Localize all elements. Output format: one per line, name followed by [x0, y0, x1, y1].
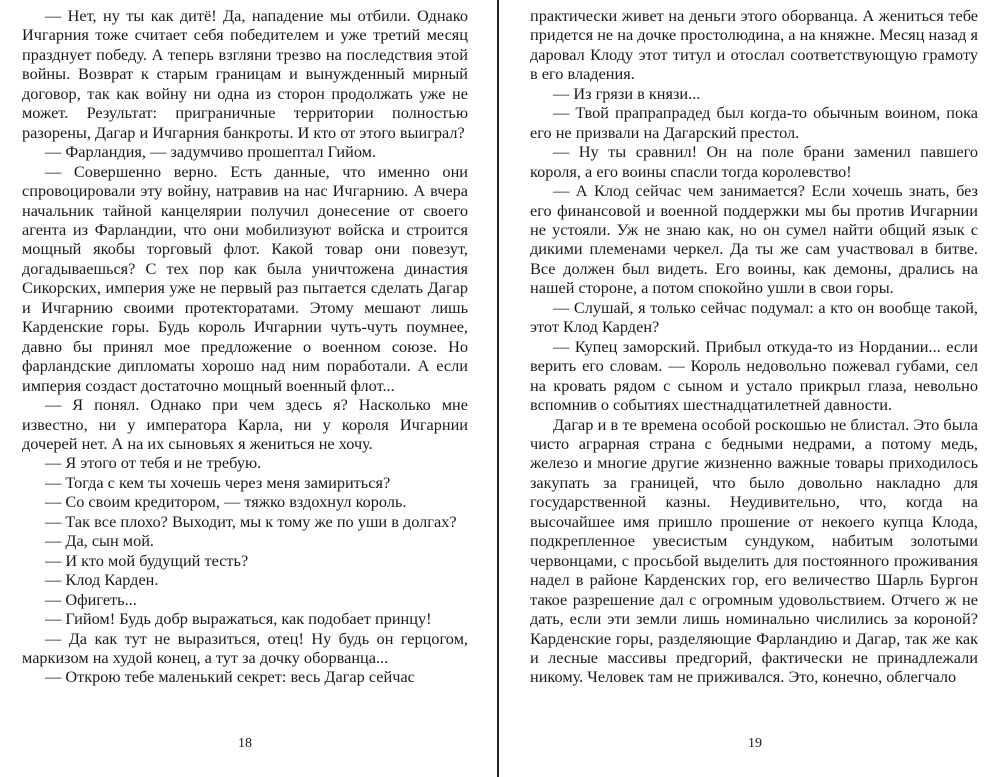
left-page-text: [22, 6, 468, 687]
right-page-text: [530, 6, 978, 687]
paragraph: — Фарландия, — задумчиво прошептал Гийом.: [45, 142, 377, 162]
page-number: 19: [748, 736, 762, 751]
book-spine-divider: [497, 0, 499, 777]
paragraph: — Слушай, я только сейчас подумал: а кто он вообще такой, этот Клод Карден?: [530, 297, 978, 337]
paragraph: — Нет, ну ты как дитё! Да, нападение мы отбили. Однако Ичгарния тоже считает себя победителем и уже третий месяц празднует победу. А теперь взгляни трезво на последствия этой войны. Возврат к старым границам и вынужденный мирный договор, так как войну ни одна из сторон продолжать уже не может. Результат: приграничные территории полностью разорены, Дагар и Ичгарния банкроты. И кто от этого выиграл?: [22, 6, 468, 142]
paragraph: — Я понял. Однако при чем здесь я? Насколько мне известно, ни у императора Карла, ни у короля Ичгарнии дочерей нет. А на их сыновьях я жениться не хочу.: [22, 395, 468, 453]
paragraph: — Да, сын мой.: [45, 531, 155, 551]
paragraph: — И кто мой будущий тесть?: [45, 550, 249, 570]
paragraph: — Со своим кредитором, — тяжко вздохнул король.: [45, 492, 407, 512]
paragraph: — Твой прапрапрадед был когда-то обычным воином, пока его не призвали на Дагарский престол.: [530, 103, 978, 142]
paragraph: — Совершенно верно. Есть данные, что именно они спровоцировали эту войну, натравив на нас Ичгарнию. А вчера начальник тайной канцелярии получил донесение от своего агента из Фарландии, что они мобилизуют войска и строится мощный якобы торговый флот. Какой товар они повезут, догадываешься? С тех пор как была уничтожена династия Сикорских, империя уже не первый раз пытается сделать Дагар и Ичгарнию своими протекторатами. Этому мешают лишь Карденские горы. Будь король Ичгарнии чуть-чуть поумнее, давно бы принял мое предложение о военном союзе. Но фарландские дипломаты хорошо над ним поработали. А если империя создаст достаточно мощный военный флот...: [22, 161, 468, 395]
paragraph: — Да как тут не выразиться, отец! Ну будь он герцогом, маркизом на худой конец, а тут за дочку оборванца...: [22, 628, 468, 667]
paragraph: — Я этого от тебя и не требую.: [45, 453, 262, 473]
paragraph: — Из грязи в князи...: [553, 83, 701, 103]
paragraph: Дагар и в те времена особой роскошью не блистал. Это была чисто аграрная страна с бедными недрами, а потому медь, железо и многие другие жизненно важные товары приходилось закупать за границей, что было довольно накладно для государственной казны. Неудивительно, что, когда на высочайшее имя пришло прошение от некоего купца Клода, подкрепленное увесистым сундуком, набитым золотыми червонцами, с просьбой выделить для постоянного проживания надел в районе Карденских гор, его величество Шарль Бургон такое разрешение дал с огромным удовольствием. Отчего ж не дать, если эти земли лишь номинально числились за короной? Карденские горы, разделяющие Фарландию и Дагар, так же как и лесные массивы предгорий, фактически не принадлежали никому. Человек там не приживался. Это, конечно, облегчало: [530, 414, 978, 687]
paragraph: — Ну ты сравнил! Он на поле брани заменил павшего короля, а его воины спасли тогда королевство!: [530, 142, 978, 181]
paragraph: — Открою тебе маленький секрет: весь Дагар сейчас: [45, 667, 415, 687]
page-number: 18: [238, 736, 252, 751]
right-page: [500, 0, 1000, 777]
paragraph: — Купец заморский. Прибыл откуда-то из Нордании... если верить его словам. — Король недовольно пожевал губами, сел на кровать рядом с сыном и устало прикрыл глаза, невольно вспомнив о событиях шестнадцатилетней давности.: [530, 336, 978, 415]
paragraph: — Офигеть...: [45, 589, 137, 609]
paragraph: — Тогда с кем ты хочешь через меня замириться?: [45, 472, 391, 492]
left-page: [0, 0, 497, 777]
continued-paragraph: практически живет на деньги этого оборванца. А жениться тебе придется не на дочке простолюдина, а на княжне. Месяц назад я даровал Клоду этот титул и отослал соответствующую грамоту в его владения.: [530, 6, 978, 84]
paragraph: — Гийом! Будь добр выражаться, как подобает принцу!: [45, 609, 432, 629]
paragraph: — Так все плохо? Выходит, мы к тому же по уши в долгах?: [45, 511, 457, 531]
paragraph: — Клод Карден.: [45, 570, 159, 590]
paragraph: — А Клод сейчас чем занимается? Если хочешь знать, без его финансовой и военной поддержки мы бы против Ичгарнии не устояли. Уж не знаю как, но он сумел найти общий язык с дикими племенами черкел. Да ты же сам участвовал в битве. Все должен был видеть. Его воины, как демоны, дрались на нашей стороне, а потом спокойно ушли в свои горы.: [530, 181, 978, 298]
